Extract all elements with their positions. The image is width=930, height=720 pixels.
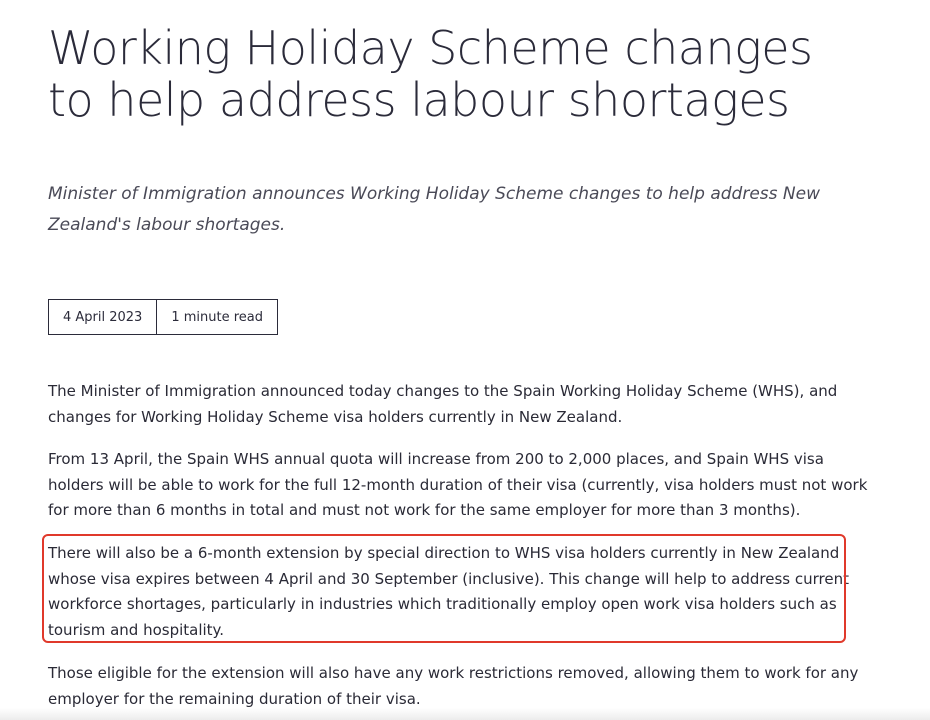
article-subtitle: Minister of Immigration announces Working Holiday Scheme changes to help address New Zealand's labour shortages. bbox=[48, 184, 820, 235]
publish-date: 4 April 2023 bbox=[63, 309, 143, 325]
bottom-fade bbox=[0, 708, 930, 720]
paragraph-3-highlighted: There will also be a 6-month extension by special direction to WHS visa holders currently in New Zealand whose visa expires between 4 April and 30 September (inclusive). This change will help to address current workforce shortages, particularly in industries which traditionally employ open work visa holders such as tourism and hospitality. bbox=[48, 544, 849, 639]
paragraph-2: From 13 April, the Spain WHS annual quota will increase from 200 to 2,000 places, and Spain WHS visa holders will be able to work for the full 12-month duration of their visa (currently, visa holders must not work for more than 6 months in total and must not work for the same employer for more than 3 months). bbox=[48, 450, 868, 519]
page-title: Working Holiday Scheme changes to help address labour shortages bbox=[48, 21, 813, 127]
paragraph-1: The Minister of Immigration announced today changes to the Spain Working Holiday Scheme (WHS), and changes for Working Holiday Scheme visa holders currently in New Zealand. bbox=[48, 382, 838, 426]
paragraph-4: Those eligible for the extension will also have any work restrictions removed, allowing them to work for any employer for the remaining duration of their visa. bbox=[48, 664, 859, 708]
highlight-box bbox=[42, 534, 846, 643]
article-meta bbox=[48, 299, 278, 335]
read-time: 1 minute read bbox=[156, 300, 277, 334]
